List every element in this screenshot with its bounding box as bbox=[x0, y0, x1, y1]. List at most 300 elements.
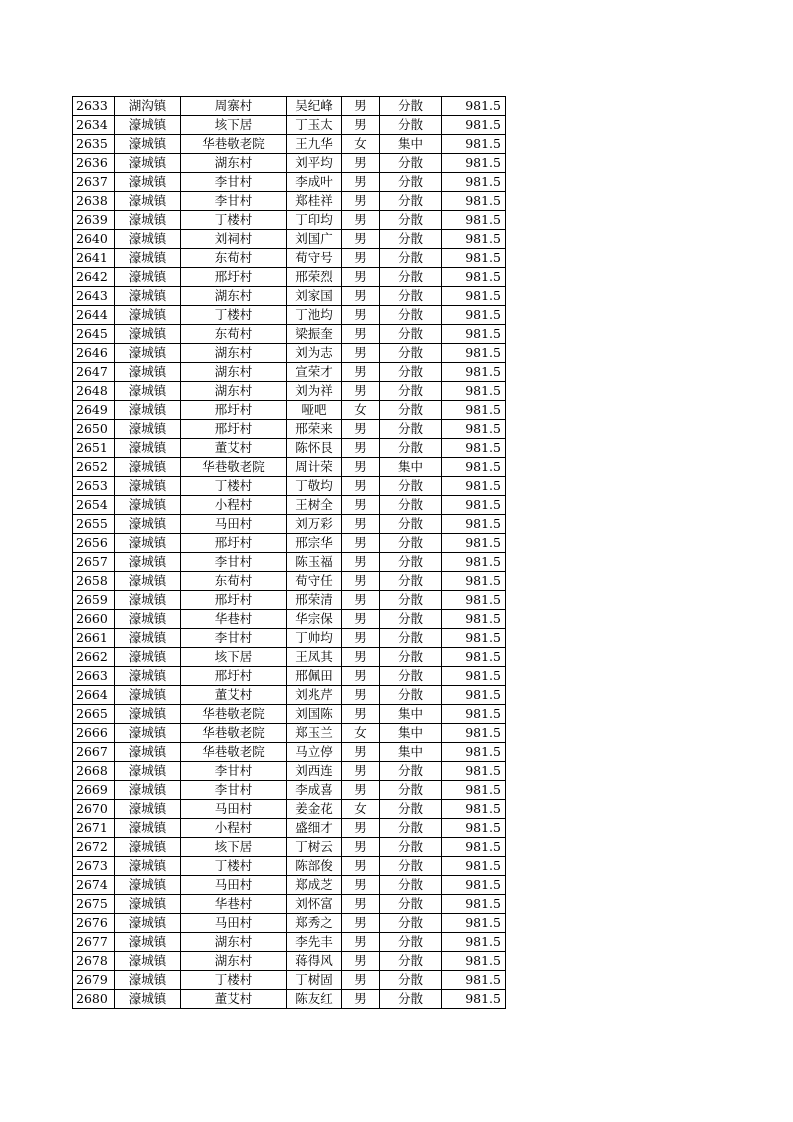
record-number-cell: 2660 bbox=[73, 610, 115, 629]
name-cell: 马立停 bbox=[287, 743, 342, 762]
name-cell: 陈部俊 bbox=[287, 857, 342, 876]
record-number-cell: 2680 bbox=[73, 990, 115, 1009]
name-cell: 丁树云 bbox=[287, 838, 342, 857]
name-cell: 刘国广 bbox=[287, 230, 342, 249]
village-cell: 丁楼村 bbox=[181, 971, 287, 990]
table-row bbox=[73, 800, 506, 819]
support-mode-cell: 分散 bbox=[380, 420, 442, 439]
amount-cell: 981.5 bbox=[442, 572, 506, 591]
village-cell: 邢圩村 bbox=[181, 420, 287, 439]
record-number-cell: 2643 bbox=[73, 287, 115, 306]
town-cell: 濠城镇 bbox=[115, 990, 181, 1009]
table-row bbox=[73, 439, 506, 458]
record-number-cell: 2675 bbox=[73, 895, 115, 914]
amount-cell: 981.5 bbox=[442, 762, 506, 781]
amount-cell: 981.5 bbox=[442, 534, 506, 553]
record-number-cell: 2666 bbox=[73, 724, 115, 743]
record-number-cell: 2656 bbox=[73, 534, 115, 553]
table-row bbox=[73, 838, 506, 857]
table-row bbox=[73, 895, 506, 914]
town-cell: 濠城镇 bbox=[115, 800, 181, 819]
name-cell: 邢荣烈 bbox=[287, 268, 342, 287]
name-cell: 刘平均 bbox=[287, 154, 342, 173]
gender-cell: 男 bbox=[342, 268, 380, 287]
town-cell: 濠城镇 bbox=[115, 211, 181, 230]
town-cell: 濠城镇 bbox=[115, 363, 181, 382]
town-cell: 濠城镇 bbox=[115, 762, 181, 781]
table-row bbox=[73, 819, 506, 838]
record-number-cell: 2647 bbox=[73, 363, 115, 382]
village-cell: 邢圩村 bbox=[181, 591, 287, 610]
gender-cell: 男 bbox=[342, 553, 380, 572]
amount-cell: 981.5 bbox=[442, 591, 506, 610]
amount-cell: 981.5 bbox=[442, 211, 506, 230]
table-row bbox=[73, 876, 506, 895]
support-mode-cell: 分散 bbox=[380, 363, 442, 382]
village-cell: 华巷敬老院 bbox=[181, 135, 287, 154]
name-cell: 陈玉福 bbox=[287, 553, 342, 572]
village-cell: 垓下居 bbox=[181, 838, 287, 857]
record-number-cell: 2642 bbox=[73, 268, 115, 287]
village-cell: 湖东村 bbox=[181, 287, 287, 306]
amount-cell: 981.5 bbox=[442, 344, 506, 363]
amount-cell: 981.5 bbox=[442, 420, 506, 439]
record-number-cell: 2634 bbox=[73, 116, 115, 135]
town-cell: 濠城镇 bbox=[115, 268, 181, 287]
support-mode-cell: 分散 bbox=[380, 496, 442, 515]
village-cell: 湖东村 bbox=[181, 382, 287, 401]
record-number-cell: 2651 bbox=[73, 439, 115, 458]
table-row bbox=[73, 705, 506, 724]
gender-cell: 男 bbox=[342, 344, 380, 363]
town-cell: 濠城镇 bbox=[115, 895, 181, 914]
name-cell: 丁敬均 bbox=[287, 477, 342, 496]
town-cell: 濠城镇 bbox=[115, 705, 181, 724]
record-number-cell: 2636 bbox=[73, 154, 115, 173]
record-number-cell: 2633 bbox=[73, 97, 115, 116]
amount-cell: 981.5 bbox=[442, 838, 506, 857]
table-row bbox=[73, 249, 506, 268]
name-cell: 宣荣才 bbox=[287, 363, 342, 382]
town-cell: 濠城镇 bbox=[115, 439, 181, 458]
data-table bbox=[72, 96, 506, 1009]
support-mode-cell: 分散 bbox=[380, 325, 442, 344]
record-number-cell: 2679 bbox=[73, 971, 115, 990]
village-cell: 东荀村 bbox=[181, 325, 287, 344]
table-row bbox=[73, 762, 506, 781]
amount-cell: 981.5 bbox=[442, 724, 506, 743]
gender-cell: 男 bbox=[342, 876, 380, 895]
gender-cell: 男 bbox=[342, 914, 380, 933]
town-cell: 濠城镇 bbox=[115, 553, 181, 572]
support-mode-cell: 分散 bbox=[380, 971, 442, 990]
record-number-cell: 2668 bbox=[73, 762, 115, 781]
name-cell: 李成叶 bbox=[287, 173, 342, 192]
record-number-cell: 2661 bbox=[73, 629, 115, 648]
gender-cell: 男 bbox=[342, 363, 380, 382]
gender-cell: 男 bbox=[342, 230, 380, 249]
town-cell: 濠城镇 bbox=[115, 648, 181, 667]
gender-cell: 男 bbox=[342, 477, 380, 496]
village-cell: 马田村 bbox=[181, 876, 287, 895]
support-mode-cell: 分散 bbox=[380, 895, 442, 914]
name-cell: 刘怀富 bbox=[287, 895, 342, 914]
support-mode-cell: 分散 bbox=[380, 686, 442, 705]
support-mode-cell: 分散 bbox=[380, 382, 442, 401]
table-row bbox=[73, 306, 506, 325]
record-number-cell: 2652 bbox=[73, 458, 115, 477]
gender-cell: 男 bbox=[342, 154, 380, 173]
support-mode-cell: 分散 bbox=[380, 97, 442, 116]
name-cell: 郑桂祥 bbox=[287, 192, 342, 211]
name-cell: 李先丰 bbox=[287, 933, 342, 952]
village-cell: 李甘村 bbox=[181, 553, 287, 572]
name-cell: 蒋得风 bbox=[287, 952, 342, 971]
record-number-cell: 2654 bbox=[73, 496, 115, 515]
name-cell: 刘为志 bbox=[287, 344, 342, 363]
record-number-cell: 2650 bbox=[73, 420, 115, 439]
town-cell: 濠城镇 bbox=[115, 458, 181, 477]
amount-cell: 981.5 bbox=[442, 173, 506, 192]
amount-cell: 981.5 bbox=[442, 306, 506, 325]
gender-cell: 男 bbox=[342, 306, 380, 325]
support-mode-cell: 分散 bbox=[380, 230, 442, 249]
name-cell: 刘家国 bbox=[287, 287, 342, 306]
town-cell: 濠城镇 bbox=[115, 743, 181, 762]
record-number-cell: 2665 bbox=[73, 705, 115, 724]
gender-cell: 男 bbox=[342, 743, 380, 762]
town-cell: 濠城镇 bbox=[115, 515, 181, 534]
amount-cell: 981.5 bbox=[442, 249, 506, 268]
table-row bbox=[73, 211, 506, 230]
table-row bbox=[73, 515, 506, 534]
table-row bbox=[73, 629, 506, 648]
town-cell: 濠城镇 bbox=[115, 344, 181, 363]
village-cell: 董艾村 bbox=[181, 990, 287, 1009]
name-cell: 丁池均 bbox=[287, 306, 342, 325]
support-mode-cell: 分散 bbox=[380, 553, 442, 572]
amount-cell: 981.5 bbox=[442, 135, 506, 154]
record-number-cell: 2662 bbox=[73, 648, 115, 667]
table-row bbox=[73, 990, 506, 1009]
table-row bbox=[73, 116, 506, 135]
town-cell: 濠城镇 bbox=[115, 914, 181, 933]
town-cell: 濠城镇 bbox=[115, 420, 181, 439]
amount-cell: 981.5 bbox=[442, 230, 506, 249]
town-cell: 濠城镇 bbox=[115, 325, 181, 344]
record-number-cell: 2646 bbox=[73, 344, 115, 363]
amount-cell: 981.5 bbox=[442, 971, 506, 990]
record-number-cell: 2667 bbox=[73, 743, 115, 762]
amount-cell: 981.5 bbox=[442, 781, 506, 800]
record-number-cell: 2645 bbox=[73, 325, 115, 344]
town-cell: 濠城镇 bbox=[115, 781, 181, 800]
record-number-cell: 2669 bbox=[73, 781, 115, 800]
village-cell: 周寨村 bbox=[181, 97, 287, 116]
village-cell: 垓下居 bbox=[181, 648, 287, 667]
amount-cell: 981.5 bbox=[442, 268, 506, 287]
town-cell: 濠城镇 bbox=[115, 287, 181, 306]
name-cell: 刘西连 bbox=[287, 762, 342, 781]
town-cell: 濠城镇 bbox=[115, 534, 181, 553]
town-cell: 濠城镇 bbox=[115, 971, 181, 990]
table-row bbox=[73, 287, 506, 306]
name-cell: 刘为祥 bbox=[287, 382, 342, 401]
name-cell: 王九华 bbox=[287, 135, 342, 154]
amount-cell: 981.5 bbox=[442, 705, 506, 724]
support-mode-cell: 分散 bbox=[380, 781, 442, 800]
support-mode-cell: 分散 bbox=[380, 344, 442, 363]
support-mode-cell: 分散 bbox=[380, 534, 442, 553]
name-cell: 邢宗华 bbox=[287, 534, 342, 553]
record-number-cell: 2676 bbox=[73, 914, 115, 933]
town-cell: 濠城镇 bbox=[115, 591, 181, 610]
name-cell: 吴纪峰 bbox=[287, 97, 342, 116]
table-row bbox=[73, 952, 506, 971]
table-row bbox=[73, 268, 506, 287]
name-cell: 陈友红 bbox=[287, 990, 342, 1009]
village-cell: 马田村 bbox=[181, 515, 287, 534]
table-row bbox=[73, 610, 506, 629]
name-cell: 王树全 bbox=[287, 496, 342, 515]
table-row bbox=[73, 382, 506, 401]
town-cell: 濠城镇 bbox=[115, 173, 181, 192]
table-row bbox=[73, 914, 506, 933]
name-cell: 丁树固 bbox=[287, 971, 342, 990]
town-cell: 濠城镇 bbox=[115, 686, 181, 705]
record-number-cell: 2655 bbox=[73, 515, 115, 534]
name-cell: 丁玉太 bbox=[287, 116, 342, 135]
village-cell: 丁楼村 bbox=[181, 306, 287, 325]
town-cell: 濠城镇 bbox=[115, 819, 181, 838]
gender-cell: 男 bbox=[342, 515, 380, 534]
support-mode-cell: 分散 bbox=[380, 287, 442, 306]
table-row bbox=[73, 344, 506, 363]
table-row bbox=[73, 857, 506, 876]
amount-cell: 981.5 bbox=[442, 895, 506, 914]
amount-cell: 981.5 bbox=[442, 990, 506, 1009]
name-cell: 刘兆芹 bbox=[287, 686, 342, 705]
gender-cell: 男 bbox=[342, 895, 380, 914]
town-cell: 濠城镇 bbox=[115, 496, 181, 515]
table-row bbox=[73, 97, 506, 116]
town-cell: 濠城镇 bbox=[115, 933, 181, 952]
record-number-cell: 2648 bbox=[73, 382, 115, 401]
record-number-cell: 2649 bbox=[73, 401, 115, 420]
village-cell: 华巷敬老院 bbox=[181, 705, 287, 724]
village-cell: 华巷村 bbox=[181, 610, 287, 629]
support-mode-cell: 分散 bbox=[380, 667, 442, 686]
amount-cell: 981.5 bbox=[442, 154, 506, 173]
gender-cell: 男 bbox=[342, 781, 380, 800]
gender-cell: 男 bbox=[342, 211, 380, 230]
gender-cell: 男 bbox=[342, 838, 380, 857]
village-cell: 刘祠村 bbox=[181, 230, 287, 249]
village-cell: 邢圩村 bbox=[181, 268, 287, 287]
village-cell: 小程村 bbox=[181, 819, 287, 838]
village-cell: 李甘村 bbox=[181, 762, 287, 781]
name-cell: 邢佩田 bbox=[287, 667, 342, 686]
town-cell: 濠城镇 bbox=[115, 154, 181, 173]
amount-cell: 981.5 bbox=[442, 610, 506, 629]
support-mode-cell: 分散 bbox=[380, 629, 442, 648]
support-mode-cell: 分散 bbox=[380, 192, 442, 211]
table-row bbox=[73, 686, 506, 705]
name-cell: 荀守任 bbox=[287, 572, 342, 591]
name-cell: 姜金花 bbox=[287, 800, 342, 819]
gender-cell: 男 bbox=[342, 933, 380, 952]
amount-cell: 981.5 bbox=[442, 515, 506, 534]
gender-cell: 男 bbox=[342, 534, 380, 553]
record-number-cell: 2670 bbox=[73, 800, 115, 819]
gender-cell: 男 bbox=[342, 591, 380, 610]
amount-cell: 981.5 bbox=[442, 743, 506, 762]
table-row bbox=[73, 173, 506, 192]
record-number-cell: 2638 bbox=[73, 192, 115, 211]
town-cell: 濠城镇 bbox=[115, 629, 181, 648]
village-cell: 丁楼村 bbox=[181, 477, 287, 496]
support-mode-cell: 分散 bbox=[380, 306, 442, 325]
amount-cell: 981.5 bbox=[442, 325, 506, 344]
amount-cell: 981.5 bbox=[442, 496, 506, 515]
gender-cell: 男 bbox=[342, 952, 380, 971]
town-cell: 濠城镇 bbox=[115, 192, 181, 211]
town-cell: 濠城镇 bbox=[115, 667, 181, 686]
record-number-cell: 2674 bbox=[73, 876, 115, 895]
amount-cell: 981.5 bbox=[442, 192, 506, 211]
support-mode-cell: 分散 bbox=[380, 648, 442, 667]
amount-cell: 981.5 bbox=[442, 857, 506, 876]
amount-cell: 981.5 bbox=[442, 933, 506, 952]
village-cell: 湖东村 bbox=[181, 933, 287, 952]
record-number-cell: 2653 bbox=[73, 477, 115, 496]
amount-cell: 981.5 bbox=[442, 97, 506, 116]
record-number-cell: 2672 bbox=[73, 838, 115, 857]
gender-cell: 男 bbox=[342, 762, 380, 781]
village-cell: 华巷村 bbox=[181, 895, 287, 914]
support-mode-cell: 分散 bbox=[380, 173, 442, 192]
amount-cell: 981.5 bbox=[442, 800, 506, 819]
name-cell: 邢荣来 bbox=[287, 420, 342, 439]
table-row bbox=[73, 496, 506, 515]
support-mode-cell: 分散 bbox=[380, 591, 442, 610]
record-number-cell: 2644 bbox=[73, 306, 115, 325]
village-cell: 湖东村 bbox=[181, 344, 287, 363]
gender-cell: 男 bbox=[342, 572, 380, 591]
village-cell: 董艾村 bbox=[181, 439, 287, 458]
village-cell: 邢圩村 bbox=[181, 401, 287, 420]
support-mode-cell: 分散 bbox=[380, 249, 442, 268]
town-cell: 濠城镇 bbox=[115, 477, 181, 496]
support-mode-cell: 分散 bbox=[380, 439, 442, 458]
village-cell: 华巷敬老院 bbox=[181, 743, 287, 762]
village-cell: 马田村 bbox=[181, 800, 287, 819]
table-row bbox=[73, 933, 506, 952]
village-cell: 李甘村 bbox=[181, 192, 287, 211]
table-row bbox=[73, 230, 506, 249]
gender-cell: 男 bbox=[342, 325, 380, 344]
record-number-cell: 2678 bbox=[73, 952, 115, 971]
village-cell: 华巷敬老院 bbox=[181, 458, 287, 477]
town-cell: 濠城镇 bbox=[115, 401, 181, 420]
name-cell: 邢荣清 bbox=[287, 591, 342, 610]
amount-cell: 981.5 bbox=[442, 914, 506, 933]
support-mode-cell: 集中 bbox=[380, 458, 442, 477]
name-cell: 周计荣 bbox=[287, 458, 342, 477]
village-cell: 邢圩村 bbox=[181, 667, 287, 686]
record-number-cell: 2673 bbox=[73, 857, 115, 876]
support-mode-cell: 集中 bbox=[380, 705, 442, 724]
gender-cell: 男 bbox=[342, 287, 380, 306]
village-cell: 丁楼村 bbox=[181, 211, 287, 230]
village-cell: 丁楼村 bbox=[181, 857, 287, 876]
town-cell: 濠城镇 bbox=[115, 952, 181, 971]
record-number-cell: 2640 bbox=[73, 230, 115, 249]
table-row bbox=[73, 192, 506, 211]
town-cell: 濠城镇 bbox=[115, 876, 181, 895]
record-number-cell: 2641 bbox=[73, 249, 115, 268]
village-cell: 李甘村 bbox=[181, 173, 287, 192]
support-mode-cell: 分散 bbox=[380, 572, 442, 591]
amount-cell: 981.5 bbox=[442, 819, 506, 838]
support-mode-cell: 分散 bbox=[380, 819, 442, 838]
support-mode-cell: 分散 bbox=[380, 610, 442, 629]
table-row bbox=[73, 724, 506, 743]
amount-cell: 981.5 bbox=[442, 553, 506, 572]
name-cell: 华宗保 bbox=[287, 610, 342, 629]
record-number-cell: 2639 bbox=[73, 211, 115, 230]
support-mode-cell: 分散 bbox=[380, 876, 442, 895]
table-row bbox=[73, 553, 506, 572]
town-cell: 濠城镇 bbox=[115, 382, 181, 401]
amount-cell: 981.5 bbox=[442, 686, 506, 705]
gender-cell: 男 bbox=[342, 173, 380, 192]
support-mode-cell: 分散 bbox=[380, 477, 442, 496]
amount-cell: 981.5 bbox=[442, 363, 506, 382]
village-cell: 邢圩村 bbox=[181, 534, 287, 553]
town-cell: 濠城镇 bbox=[115, 572, 181, 591]
town-cell: 湖沟镇 bbox=[115, 97, 181, 116]
support-mode-cell: 分散 bbox=[380, 857, 442, 876]
table-row bbox=[73, 154, 506, 173]
table-row bbox=[73, 420, 506, 439]
name-cell: 梁振奎 bbox=[287, 325, 342, 344]
amount-cell: 981.5 bbox=[442, 876, 506, 895]
name-cell: 李成喜 bbox=[287, 781, 342, 800]
support-mode-cell: 分散 bbox=[380, 762, 442, 781]
village-cell: 华巷敬老院 bbox=[181, 724, 287, 743]
village-cell: 马田村 bbox=[181, 914, 287, 933]
town-cell: 濠城镇 bbox=[115, 724, 181, 743]
gender-cell: 男 bbox=[342, 458, 380, 477]
gender-cell: 男 bbox=[342, 705, 380, 724]
table-row bbox=[73, 534, 506, 553]
town-cell: 濠城镇 bbox=[115, 230, 181, 249]
amount-cell: 981.5 bbox=[442, 667, 506, 686]
record-number-cell: 2677 bbox=[73, 933, 115, 952]
support-mode-cell: 分散 bbox=[380, 211, 442, 230]
gender-cell: 男 bbox=[342, 97, 380, 116]
gender-cell: 男 bbox=[342, 648, 380, 667]
name-cell: 刘万彩 bbox=[287, 515, 342, 534]
gender-cell: 女 bbox=[342, 401, 380, 420]
table-row bbox=[73, 401, 506, 420]
village-cell: 湖东村 bbox=[181, 363, 287, 382]
support-mode-cell: 分散 bbox=[380, 914, 442, 933]
name-cell: 郑玉兰 bbox=[287, 724, 342, 743]
town-cell: 濠城镇 bbox=[115, 610, 181, 629]
village-cell: 董艾村 bbox=[181, 686, 287, 705]
